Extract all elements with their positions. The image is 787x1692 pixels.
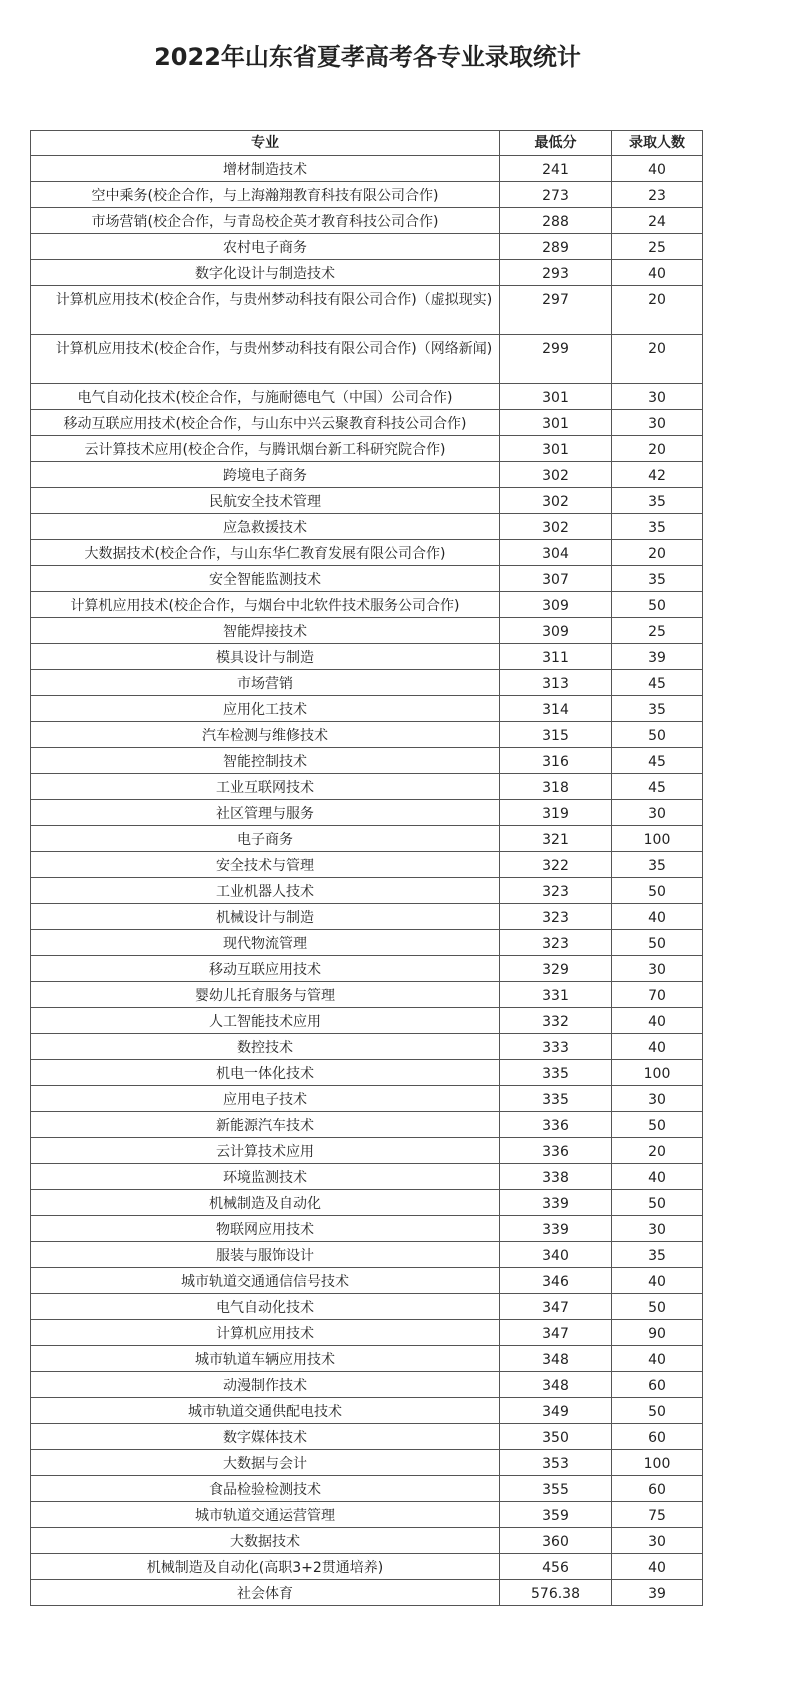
- table-row: [31, 234, 703, 260]
- table-row: [31, 982, 703, 1008]
- cell-major: 应用电子技术: [31, 1086, 500, 1112]
- table-row: [31, 722, 703, 748]
- cell-min-score: 347: [500, 1294, 612, 1320]
- table-row: [31, 904, 703, 930]
- table-row: [31, 1242, 703, 1268]
- cell-admitted: 35: [612, 696, 703, 722]
- cell-min-score: 311: [500, 644, 612, 670]
- cell-min-score: 349: [500, 1398, 612, 1424]
- cell-min-score: 313: [500, 670, 612, 696]
- table-header-row: [31, 131, 703, 156]
- cell-major: 计算机应用技术(校企合作，与烟台中北软件技术服务公司合作): [31, 592, 500, 618]
- table-row: [31, 1060, 703, 1086]
- cell-admitted: 75: [612, 1502, 703, 1528]
- cell-admitted: 50: [612, 722, 703, 748]
- table-row: [31, 1424, 703, 1450]
- cell-min-score: 297: [500, 286, 612, 335]
- table-row: [31, 286, 703, 335]
- table-row: [31, 592, 703, 618]
- cell-major: 农村电子商务: [31, 234, 500, 260]
- cell-min-score: 307: [500, 566, 612, 592]
- cell-admitted: 45: [612, 748, 703, 774]
- cell-admitted: 20: [612, 1138, 703, 1164]
- cell-major: 计算机应用技术(校企合作，与贵州梦动科技有限公司合作)（虚拟现实): [31, 286, 500, 335]
- cell-major: 电气自动化技术: [31, 1294, 500, 1320]
- cell-min-score: 304: [500, 540, 612, 566]
- cell-min-score: 302: [500, 514, 612, 540]
- cell-min-score: 333: [500, 1034, 612, 1060]
- table-row: [31, 1086, 703, 1112]
- cell-admitted: 100: [612, 826, 703, 852]
- cell-min-score: 323: [500, 878, 612, 904]
- cell-major: 工业机器人技术: [31, 878, 500, 904]
- cell-admitted: 50: [612, 1398, 703, 1424]
- cell-admitted: 40: [612, 1008, 703, 1034]
- table-row: [31, 1164, 703, 1190]
- cell-min-score: 319: [500, 800, 612, 826]
- cell-major: 空中乘务(校企合作，与上海瀚翔教育科技有限公司合作): [31, 182, 500, 208]
- cell-major: 数字化设计与制造技术: [31, 260, 500, 286]
- cell-admitted: 35: [612, 1242, 703, 1268]
- cell-admitted: 20: [612, 335, 703, 384]
- cell-major: 城市轨道交通运营管理: [31, 1502, 500, 1528]
- table-row: [31, 260, 703, 286]
- table-row: [31, 208, 703, 234]
- admission-table: [30, 130, 703, 1606]
- table-row: [31, 1268, 703, 1294]
- cell-min-score: 322: [500, 852, 612, 878]
- cell-admitted: 30: [612, 1086, 703, 1112]
- cell-min-score: 576.38: [500, 1580, 612, 1606]
- page-title: 2022年山东省夏孝高考各专业录取统计: [154, 43, 581, 72]
- cell-admitted: 40: [612, 1268, 703, 1294]
- cell-major: 数字媒体技术: [31, 1424, 500, 1450]
- cell-major: 物联网应用技术: [31, 1216, 500, 1242]
- cell-min-score: 321: [500, 826, 612, 852]
- cell-admitted: 30: [612, 800, 703, 826]
- cell-major: 移动互联应用技术: [31, 956, 500, 982]
- cell-admitted: 45: [612, 670, 703, 696]
- cell-admitted: 60: [612, 1372, 703, 1398]
- table-row: [31, 156, 703, 182]
- cell-min-score: 331: [500, 982, 612, 1008]
- cell-admitted: 50: [612, 1294, 703, 1320]
- table-row: [31, 1398, 703, 1424]
- table-row: [31, 410, 703, 436]
- table-row: [31, 1450, 703, 1476]
- cell-major: 大数据与会计: [31, 1450, 500, 1476]
- cell-major: 城市轨道交通通信信号技术: [31, 1268, 500, 1294]
- cell-major: 云计算技术应用(校企合作，与腾讯烟台新工科研究院合作): [31, 436, 500, 462]
- cell-major: 社会体育: [31, 1580, 500, 1606]
- cell-major: 计算机应用技术: [31, 1320, 500, 1346]
- cell-admitted: 40: [612, 1346, 703, 1372]
- cell-min-score: 346: [500, 1268, 612, 1294]
- cell-admitted: 20: [612, 286, 703, 335]
- cell-major: 市场营销: [31, 670, 500, 696]
- cell-major: 机械制造及自动化: [31, 1190, 500, 1216]
- table-row: [31, 1372, 703, 1398]
- cell-admitted: 60: [612, 1476, 703, 1502]
- cell-major: 市场营销(校企合作，与青岛校企英才教育科技公司合作): [31, 208, 500, 234]
- cell-min-score: 323: [500, 904, 612, 930]
- cell-min-score: 332: [500, 1008, 612, 1034]
- cell-min-score: 302: [500, 488, 612, 514]
- table-row: [31, 1216, 703, 1242]
- cell-major: 婴幼儿托育服务与管理: [31, 982, 500, 1008]
- cell-major: 机械制造及自动化(高职3+2贯通培养): [31, 1554, 500, 1580]
- cell-min-score: 335: [500, 1060, 612, 1086]
- cell-major: 动漫制作技术: [31, 1372, 500, 1398]
- cell-admitted: 30: [612, 956, 703, 982]
- cell-admitted: 30: [612, 410, 703, 436]
- cell-admitted: 40: [612, 1034, 703, 1060]
- table-row: [31, 1346, 703, 1372]
- table-body: [31, 156, 703, 1606]
- cell-major: 新能源汽车技术: [31, 1112, 500, 1138]
- table-row: [31, 800, 703, 826]
- cell-major: 数控技术: [31, 1034, 500, 1060]
- table-row: [31, 670, 703, 696]
- cell-min-score: 323: [500, 930, 612, 956]
- cell-min-score: 273: [500, 182, 612, 208]
- cell-admitted: 40: [612, 260, 703, 286]
- table-row: [31, 514, 703, 540]
- cell-admitted: 100: [612, 1450, 703, 1476]
- cell-major: 电子商务: [31, 826, 500, 852]
- cell-admitted: 100: [612, 1060, 703, 1086]
- table-row: [31, 1112, 703, 1138]
- cell-admitted: 30: [612, 1216, 703, 1242]
- cell-admitted: 50: [612, 878, 703, 904]
- table-row: [31, 1190, 703, 1216]
- cell-admitted: 60: [612, 1424, 703, 1450]
- cell-major: 大数据技术(校企合作，与山东华仁教育发展有限公司合作): [31, 540, 500, 566]
- table-row: [31, 748, 703, 774]
- column-header-major: 专业: [31, 131, 500, 156]
- cell-min-score: 336: [500, 1112, 612, 1138]
- cell-major: 食品检验检测技术: [31, 1476, 500, 1502]
- cell-major: 智能焊接技术: [31, 618, 500, 644]
- table-row: [31, 618, 703, 644]
- cell-admitted: 35: [612, 566, 703, 592]
- table-row: [31, 540, 703, 566]
- cell-major: 机电一体化技术: [31, 1060, 500, 1086]
- table-row: [31, 1138, 703, 1164]
- cell-admitted: 25: [612, 234, 703, 260]
- cell-admitted: 50: [612, 592, 703, 618]
- cell-major: 社区管理与服务: [31, 800, 500, 826]
- cell-min-score: 353: [500, 1450, 612, 1476]
- cell-min-score: 288: [500, 208, 612, 234]
- table-row: [31, 774, 703, 800]
- cell-min-score: 456: [500, 1554, 612, 1580]
- cell-major: 增材制造技术: [31, 156, 500, 182]
- cell-admitted: 40: [612, 1164, 703, 1190]
- cell-admitted: 39: [612, 1580, 703, 1606]
- cell-min-score: 301: [500, 384, 612, 410]
- table-row: [31, 335, 703, 384]
- cell-admitted: 25: [612, 618, 703, 644]
- cell-min-score: 338: [500, 1164, 612, 1190]
- table-row: [31, 384, 703, 410]
- cell-min-score: 359: [500, 1502, 612, 1528]
- table-row: [31, 436, 703, 462]
- cell-major: 云计算技术应用: [31, 1138, 500, 1164]
- cell-min-score: 289: [500, 234, 612, 260]
- table-row: [31, 566, 703, 592]
- cell-major: 应用化工技术: [31, 696, 500, 722]
- cell-min-score: 302: [500, 462, 612, 488]
- cell-min-score: 309: [500, 618, 612, 644]
- cell-min-score: 339: [500, 1190, 612, 1216]
- table-row: [31, 852, 703, 878]
- cell-major: 大数据技术: [31, 1528, 500, 1554]
- cell-admitted: 20: [612, 540, 703, 566]
- table-row: [31, 1476, 703, 1502]
- cell-major: 安全智能监测技术: [31, 566, 500, 592]
- cell-admitted: 70: [612, 982, 703, 1008]
- cell-min-score: 360: [500, 1528, 612, 1554]
- table-row: [31, 488, 703, 514]
- cell-major: 汽车检测与维修技术: [31, 722, 500, 748]
- cell-min-score: 301: [500, 436, 612, 462]
- cell-min-score: 335: [500, 1086, 612, 1112]
- cell-major: 现代物流管理: [31, 930, 500, 956]
- cell-admitted: 50: [612, 1112, 703, 1138]
- cell-major: 计算机应用技术(校企合作，与贵州梦动科技有限公司合作)（网络新闻): [31, 335, 500, 384]
- cell-admitted: 35: [612, 514, 703, 540]
- cell-admitted: 35: [612, 488, 703, 514]
- cell-min-score: 340: [500, 1242, 612, 1268]
- cell-admitted: 40: [612, 156, 703, 182]
- table-row: [31, 1554, 703, 1580]
- cell-min-score: 241: [500, 156, 612, 182]
- cell-major: 环境监测技术: [31, 1164, 500, 1190]
- cell-min-score: 315: [500, 722, 612, 748]
- table-row: [31, 956, 703, 982]
- cell-min-score: 336: [500, 1138, 612, 1164]
- cell-admitted: 20: [612, 436, 703, 462]
- cell-admitted: 90: [612, 1320, 703, 1346]
- table-row: [31, 1008, 703, 1034]
- cell-min-score: 329: [500, 956, 612, 982]
- cell-min-score: 314: [500, 696, 612, 722]
- table-row: [31, 644, 703, 670]
- cell-admitted: 35: [612, 852, 703, 878]
- table-row: [31, 1528, 703, 1554]
- table-row: [31, 696, 703, 722]
- cell-min-score: 355: [500, 1476, 612, 1502]
- column-header-admitted: 录取人数: [612, 131, 703, 156]
- cell-admitted: 45: [612, 774, 703, 800]
- column-header-min-score: 最低分: [500, 131, 612, 156]
- cell-major: 智能控制技术: [31, 748, 500, 774]
- cell-major: 工业互联网技术: [31, 774, 500, 800]
- cell-major: 城市轨道车辆应用技术: [31, 1346, 500, 1372]
- table-row: [31, 1580, 703, 1606]
- cell-admitted: 30: [612, 384, 703, 410]
- cell-admitted: 39: [612, 644, 703, 670]
- cell-admitted: 50: [612, 930, 703, 956]
- cell-min-score: 316: [500, 748, 612, 774]
- table-row: [31, 878, 703, 904]
- cell-major: 服装与服饰设计: [31, 1242, 500, 1268]
- table-row: [31, 182, 703, 208]
- cell-major: 城市轨道交通供配电技术: [31, 1398, 500, 1424]
- cell-admitted: 40: [612, 904, 703, 930]
- cell-min-score: 350: [500, 1424, 612, 1450]
- table-row: [31, 1320, 703, 1346]
- cell-admitted: 50: [612, 1190, 703, 1216]
- cell-min-score: 309: [500, 592, 612, 618]
- cell-major: 机械设计与制造: [31, 904, 500, 930]
- table-row: [31, 1502, 703, 1528]
- cell-admitted: 30: [612, 1528, 703, 1554]
- cell-admitted: 42: [612, 462, 703, 488]
- table-row: [31, 1294, 703, 1320]
- cell-major: 人工智能技术应用: [31, 1008, 500, 1034]
- table-row: [31, 1034, 703, 1060]
- cell-admitted: 40: [612, 1554, 703, 1580]
- cell-admitted: 24: [612, 208, 703, 234]
- cell-min-score: 348: [500, 1346, 612, 1372]
- table-row: [31, 462, 703, 488]
- cell-min-score: 348: [500, 1372, 612, 1398]
- cell-major: 安全技术与管理: [31, 852, 500, 878]
- table-row: [31, 930, 703, 956]
- cell-admitted: 23: [612, 182, 703, 208]
- cell-major: 模具设计与制造: [31, 644, 500, 670]
- table-row: [31, 826, 703, 852]
- cell-min-score: 293: [500, 260, 612, 286]
- cell-min-score: 299: [500, 335, 612, 384]
- cell-major: 移动互联应用技术(校企合作，与山东中兴云聚教育科技公司合作): [31, 410, 500, 436]
- cell-major: 电气自动化技术(校企合作，与施耐德电气（中国）公司合作): [31, 384, 500, 410]
- cell-major: 应急救援技术: [31, 514, 500, 540]
- cell-major: 跨境电子商务: [31, 462, 500, 488]
- cell-min-score: 347: [500, 1320, 612, 1346]
- cell-min-score: 318: [500, 774, 612, 800]
- cell-min-score: 339: [500, 1216, 612, 1242]
- cell-major: 民航安全技术管理: [31, 488, 500, 514]
- cell-min-score: 301: [500, 410, 612, 436]
